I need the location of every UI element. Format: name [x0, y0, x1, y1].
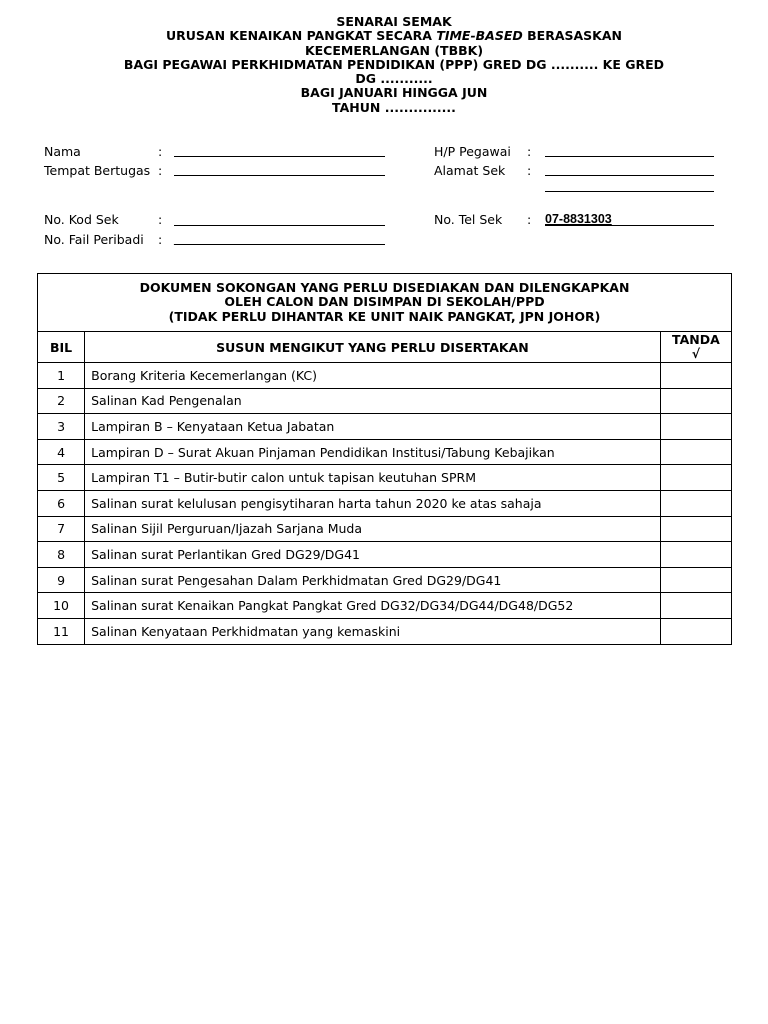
row-tanda-checkbox[interactable]: [660, 465, 731, 491]
row-number: 9: [38, 567, 85, 593]
tempat-bertugas-colon: :: [158, 163, 163, 178]
row-document: Borang Kriteria Kecemerlangan (KC): [85, 363, 661, 389]
table-row: [38, 542, 732, 568]
table-row: [38, 490, 732, 516]
row-document: Lampiran B – Kenyataan Ketua Jabatan: [85, 414, 661, 440]
tempat-bertugas-label: Tempat Bertugas: [44, 163, 151, 178]
nama-field[interactable]: [174, 156, 385, 157]
row-document: Salinan surat Perlantikan Gred DG29/DG41: [85, 542, 661, 568]
fail-peribadi-colon: :: [158, 232, 163, 247]
row-document: Salinan Kad Pengenalan: [85, 388, 661, 414]
header-subtitle: URUSAN KENAIKAN PANGKAT SECARA TIME-BASED BERASASKAN: [165, 28, 622, 44]
table-header-row: [38, 332, 732, 363]
kod-sek-field[interactable]: [174, 225, 385, 226]
header-line-7: TAHUN ...............: [332, 99, 456, 115]
table-row: [38, 439, 732, 465]
row-tanda-checkbox[interactable]: [660, 567, 731, 593]
hp-pegawai-label: H/P Pegawai: [434, 144, 511, 159]
row-document: Salinan surat Pengesahan Dalam Perkhidmatan Gred DG29/DG41: [85, 567, 661, 593]
nama-label: Nama: [44, 144, 81, 159]
row-number: 8: [38, 542, 85, 568]
row-document: Salinan Kenyataan Perkhidmatan yang kemaskini: [85, 618, 661, 644]
row-tanda-checkbox[interactable]: [660, 516, 731, 542]
row-tanda-checkbox[interactable]: [660, 618, 731, 644]
row-tanda-checkbox[interactable]: [660, 490, 731, 516]
row-number: 5: [38, 465, 85, 491]
row-document: Salinan Sijil Perguruan/Ijazah Sarjana Muda: [85, 516, 661, 542]
header-line-3: KECEMERLANGAN (TBBK): [304, 42, 484, 58]
kod-sek-label: No. Kod Sek: [44, 212, 119, 227]
row-tanda-checkbox[interactable]: [660, 363, 731, 389]
row-number: 10: [38, 593, 85, 619]
document-header: [0, 15, 768, 115]
documents-table: [37, 273, 732, 645]
column-header-bil: BIL: [38, 332, 85, 363]
column-header-item: SUSUN MENGIKUT YANG PERLU DISERTAKAN: [85, 332, 661, 363]
checkmark-icon: √: [691, 346, 701, 361]
tempat-bertugas-field[interactable]: [174, 175, 385, 176]
table-row: [38, 363, 732, 389]
table-row: [38, 593, 732, 619]
row-tanda-checkbox[interactable]: [660, 542, 731, 568]
hp-pegawai-colon: :: [527, 144, 532, 159]
row-document: Salinan surat Kenaikan Pangkat Pangkat Gred DG32/DG34/DG44/DG48/DG52: [85, 593, 661, 619]
alamat-sek-colon: :: [527, 163, 532, 178]
table-row: [38, 618, 732, 644]
row-tanda-checkbox[interactable]: [660, 593, 731, 619]
kod-sek-colon: :: [158, 212, 163, 227]
tel-sek-field[interactable]: [545, 225, 714, 226]
row-tanda-checkbox[interactable]: [660, 388, 731, 414]
header-line-5: DG ...........: [355, 71, 433, 87]
table-row: [38, 388, 732, 414]
fail-peribadi-value: _: [174, 230, 181, 245]
fail-peribadi-label: No. Fail Peribadi: [44, 232, 144, 247]
tel-sek-label: No. Tel Sek: [434, 212, 503, 227]
row-number: 2: [38, 388, 85, 414]
hp-pegawai-field[interactable]: [545, 156, 714, 157]
row-document: Lampiran D – Surat Akuan Pinjaman Pendidikan Institusi/Tabung Kebajikan: [85, 439, 661, 465]
header-line-6: BAGI JANUARI HINGGA JUN: [300, 85, 488, 101]
row-document: Lampiran T1 – Butir-butir calon untuk tapisan keutuhan SPRM: [85, 465, 661, 491]
table-title: DOKUMEN SOKONGAN YANG PERLU DISEDIAKAN DAN DILENGKAPKAN OLEH CALON DAN DISIMPAN DI SEKOLAH/PPD (TIDAK PERLU DIHANTAR KE UNIT NAIK PANGKAT, JPN JOHOR): [38, 274, 732, 332]
table-row: [38, 516, 732, 542]
tel-sek-colon: :: [527, 212, 532, 227]
alamat-sek-field-line-2[interactable]: [545, 191, 714, 192]
row-number: 1: [38, 363, 85, 389]
table-row: [38, 414, 732, 440]
row-number: 4: [38, 439, 85, 465]
row-tanda-checkbox[interactable]: [660, 414, 731, 440]
column-header-tanda: TANDA √: [660, 332, 731, 363]
nama-colon: :: [158, 144, 163, 159]
header-time-based: TIME-BASED: [436, 28, 523, 44]
table-row: [38, 567, 732, 593]
row-number: 6: [38, 490, 85, 516]
alamat-sek-field-line-1[interactable]: [545, 175, 714, 176]
row-number: 7: [38, 516, 85, 542]
header-line-4: BAGI PEGAWAI PERKHIDMATAN PENDIDIKAN (PPP) GRED DG .......... KE GRED: [123, 56, 665, 72]
row-number: 11: [38, 618, 85, 644]
row-document: Salinan surat kelulusan pengisytiharan harta tahun 2020 ke atas sahaja: [85, 490, 661, 516]
alamat-sek-label: Alamat Sek: [434, 163, 506, 178]
tel-sek-value: 07-8831303: [545, 212, 612, 226]
header-title: SENARAI SEMAK: [336, 14, 452, 29]
fail-peribadi-field[interactable]: [174, 244, 385, 245]
table-row: [38, 465, 732, 491]
row-tanda-checkbox[interactable]: [660, 439, 731, 465]
row-number: 3: [38, 414, 85, 440]
